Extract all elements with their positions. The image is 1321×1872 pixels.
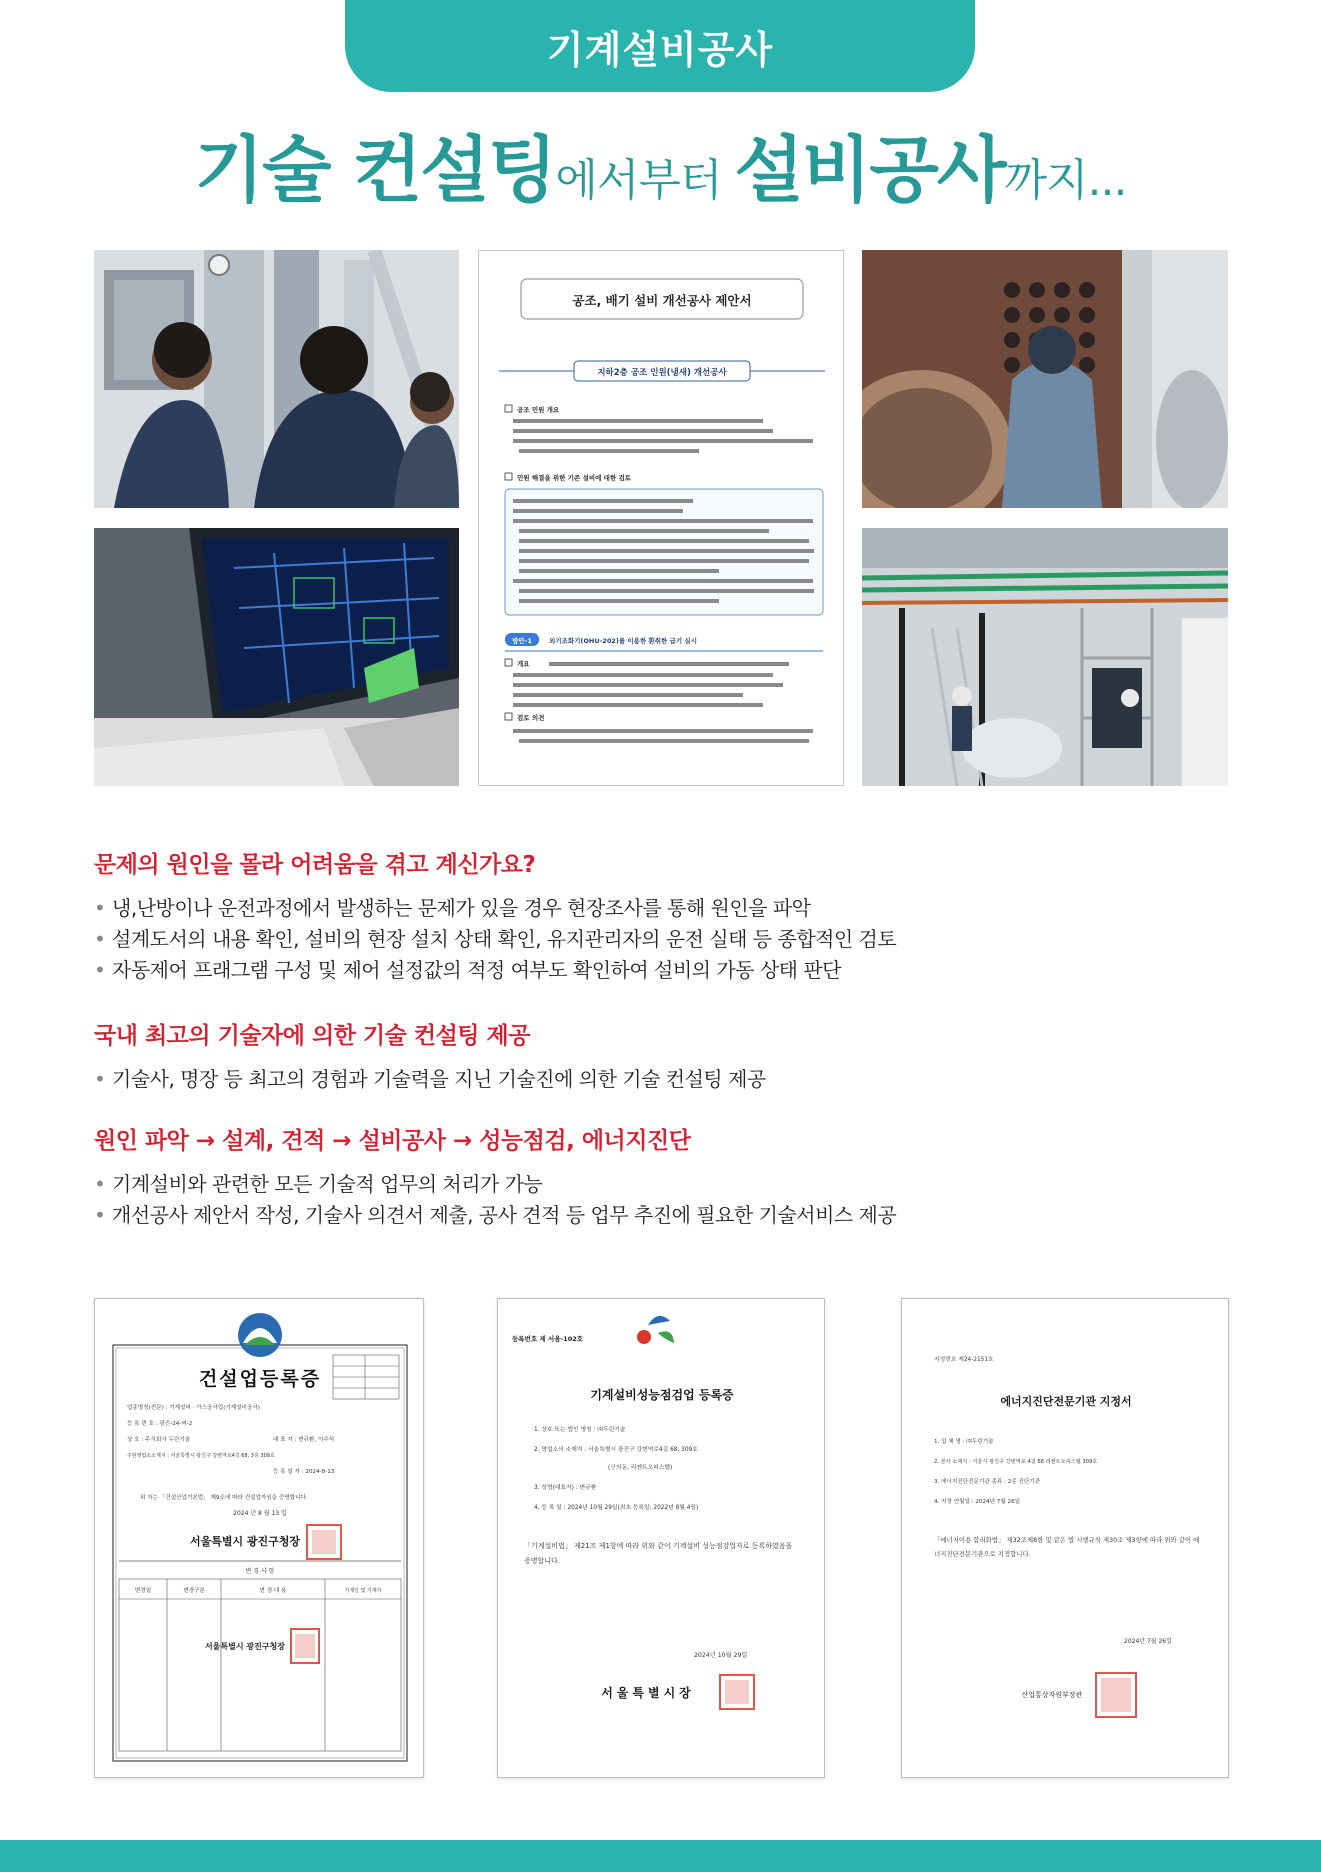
cert1-line-4: 대 표 자 : 변규환, 이수석 <box>273 1437 335 1443</box>
cert1-line-1: 업종명칭(전문) : 기계설비 · 가스공사업(기계설비공사) <box>127 1405 260 1411</box>
cert1-table-title: 변 경 사 항 <box>245 1568 275 1575</box>
proposal-subtitle: 지하2층 공조 인원(냉새) 개선공사 <box>597 368 727 378</box>
proposal-section-1: 공조 민원 개요 <box>517 406 560 414</box>
section-problem-diagnosis <box>94 846 1234 986</box>
headline-part-4: 까지... <box>1004 155 1127 206</box>
category-tab-title: 기계설비공사 <box>546 27 774 72</box>
cert1-declaration: 위 자는 「건설산업기본법」 제9조에 따라 건설업자임을 증명합니다. <box>140 1495 308 1501</box>
headline-part-2: 에서부터 <box>555 155 735 206</box>
section-heading: 국내 최고의 기술자에 의한 기술 컨설팅 제공 <box>94 1023 530 1049</box>
list-item: • 냉,난방이나 운전과정에서 발생하는 문제가 있을 경우 현장조사를 통해 원인을 파악 <box>94 893 1234 924</box>
photo-boiler-worker <box>862 250 1228 508</box>
page-headline <box>0 112 1321 212</box>
cert3-line-2: 2. 본사 소재지 : 서울시 광진구 강변역로 4길 68 리젠트오피스텔 309호 <box>934 1459 1098 1465</box>
cert2-line-3: 3. 성명(대표자) : 변규환 <box>534 1485 597 1491</box>
government-emblem-icon <box>238 1313 282 1357</box>
cert2-issuer: 서울특별시장 <box>601 1686 695 1700</box>
photo-construction-site <box>862 528 1228 786</box>
headline-part-1: 기술 컨설팅 <box>194 128 556 212</box>
certificate-energy-diagnosis <box>901 1298 1229 1778</box>
cert3-line-1: 1. 업 체 명 : ㈜두린기술 <box>934 1439 994 1445</box>
cert3-number: 지정번호 제24-2151호 <box>934 1357 994 1363</box>
cert3-title: 에너지진단전문기관 지정서 <box>1000 1395 1132 1408</box>
headline-part-3: 설비공사 <box>734 128 1005 212</box>
section-service-flow <box>94 1122 1234 1231</box>
cert2-declaration: 「기계설비법」 제21조 제1항에 따라 위와 같이 기계설비 성능점검업자로 등록하였음을 증명합니다. <box>524 1542 793 1565</box>
photo-engineers-inspection <box>94 250 459 508</box>
cert1-table-header: 기재일 및 기재자 <box>344 1588 382 1594</box>
cert1-line-5: 주된영업소소재지 : 서울특별시 광진구 강변역로4길 68, 3층 309호 <box>127 1453 275 1459</box>
cert1-issuer: 서울특별시 광진구청장 <box>189 1535 301 1548</box>
cert1-line-3: 상 호 : 주식회사 두린기술 <box>127 1437 191 1443</box>
proposal-document <box>478 250 844 786</box>
cert3-line-4: 4. 지정 연월일 : 2024년 7월 26일 <box>934 1499 1021 1505</box>
cert1-title: 건설업등록증 <box>198 1368 322 1390</box>
proposal-section-4: 검토 의견 <box>517 714 545 722</box>
proposal-option-text: 외기조화기(OHU-202)를 이용한 환취한 급기 실시 <box>549 637 697 645</box>
cert2-line-2b: (구의동, 리젠트오피스텔) <box>608 1465 673 1471</box>
cert2-date: 2024년 10월 29일 <box>694 1652 748 1659</box>
section-expert-consulting <box>94 1017 1234 1095</box>
section-heading: 문제의 원인을 몰라 어려움을 겪고 계신가요? <box>94 852 536 878</box>
cert2-line-2: 2. 영업소의 소재지 : 서울특별시 광진구 강변역로4길 68, 309호 <box>534 1447 698 1453</box>
cert2-line-4: 4. 등 록 일 : 2024년 10월 29일(최초 등록일: 2022년 8월 4일) <box>534 1505 699 1511</box>
proposal-section-2: 민원 해결을 위한 기존 설비에 대한 검토 <box>517 474 632 482</box>
list-item: • 개선공사 제안서 작성, 기술사 의견서 제출, 공사 견적 등 업무 추진에 필요한 기술서비스 제공 <box>94 1200 1234 1231</box>
cert1-table-header: 변경구분 <box>183 1588 205 1594</box>
cert3-declaration: 「에너지이용 합리화법」 제32조제8항 및 같은 법 시행규칙 제30조 제3항에 따라 위와 같이 에너지진단전문기관으로 지정합니다. <box>934 1536 1200 1558</box>
cert1-line-6: 등 록 일 자 : 2024-8-13 <box>273 1469 335 1475</box>
list-item: • 자동제어 프래그램 구성 및 제어 설정값의 적정 여부도 확인하여 설비의 가동 상태 판단 <box>94 955 1234 986</box>
list-item: • 기계설비와 관련한 모든 기술적 업무의 처리가 가능 <box>94 1169 1234 1200</box>
list-item: • 설계도서의 내용 확인, 설비의 현장 설치 상태 확인, 유지관리자의 운전 실태 등 종합적인 검토 <box>94 924 1234 955</box>
footer-bar <box>0 1840 1321 1872</box>
proposal-title: 공조, 배기 설비 개선공사 제안서 <box>572 293 752 308</box>
cert3-issuer: 산업통상자원부장관 <box>1021 1691 1083 1699</box>
cert2-line-1: 1. 상호 또는 법인 명칭 : ㈜두린기술 <box>534 1427 626 1433</box>
change-history-table <box>119 1579 401 1751</box>
proposal-section-3: 개요 <box>517 660 530 668</box>
cert3-line-3: 3. 에너지진단전문기관 종류 : 2종 진단기관 <box>934 1479 1041 1485</box>
category-tab <box>345 0 975 92</box>
section-heading: 원인 파악 → 설계, 견적 → 설비공사 → 성능점검, 에너지진단 <box>94 1128 691 1154</box>
cert1-table-header: 변경일 <box>134 1588 152 1594</box>
proposal-option-badge: 방안-1 <box>512 637 532 645</box>
cert2-number: 등록번호 제 서울-102호 <box>512 1335 584 1343</box>
cert1-line-2: 등 록 번 호 : 광진-24-써-2 <box>127 1421 193 1427</box>
photo-cad-monitor <box>94 528 459 786</box>
cert2-title: 기계설비성능점검업 등록증 <box>590 1388 734 1402</box>
certificate-construction-registration <box>94 1298 424 1778</box>
cert1-issuer-2: 서울특별시 광진구청장 <box>204 1641 286 1651</box>
cert1-table-header: 변 경 내 용 <box>259 1588 287 1594</box>
certificate-performance-inspection <box>497 1298 825 1778</box>
cert1-date: 2024 년 8 월 13 일 <box>233 1510 287 1517</box>
seoul-logo-icon <box>637 1316 674 1344</box>
list-item: • 기술사, 명장 등 최고의 경험과 기술력을 지닌 기술진에 의한 기술 컨설팅 제공 <box>94 1064 1234 1095</box>
cert3-date: 2024년 7월 26일 <box>1124 1638 1172 1645</box>
